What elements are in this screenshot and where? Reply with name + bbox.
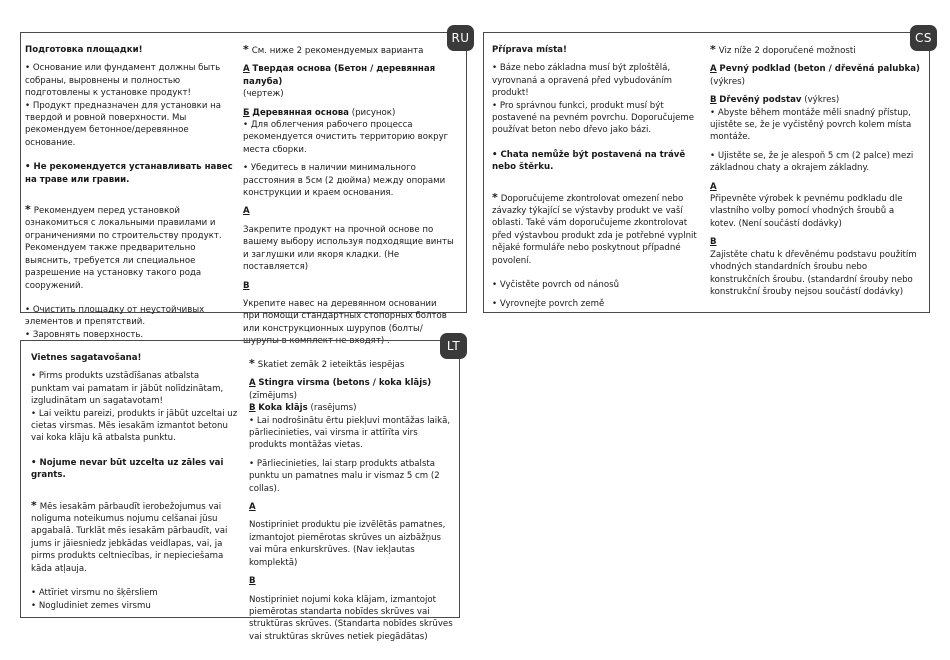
lt-paragraph-2: • Lai veiktu pareizi, produkts ir jābūt uzceltai uz cietas virsmas. Mēs iesakām izmantot betonu vai koka klāju kā atbalsta punktu.: [31, 408, 239, 445]
lt-warning: • Nojume nevar būt uzcelta uz zāles vai grants.: [31, 457, 239, 482]
cs-paragraph-2: • Pro správnou funkci, produkt musí být postavené na pevném povrchu. Doporučujeme používat beton nebo dřevo jako bázi.: [492, 100, 700, 137]
lt-step-b-label: B: [249, 576, 256, 587]
cs-step-a-label: A: [710, 181, 717, 192]
lt-title: Vietnes sagatavošana!: [31, 353, 142, 363]
ru-option-a-sub: (чертеж): [243, 89, 284, 100]
ru-step-b-text: Укрепите навес на деревянном основании при помощи стандартных стопорных болтов или конструкционных шурупов (болты/шурупы в комплект не входят) .: [243, 298, 447, 347]
panel-cs: [483, 32, 930, 313]
ru-option-a: A Твердая основа (Бетон / деревянная палуба): [243, 64, 436, 87]
lt-step-a-label: A: [249, 502, 256, 513]
cs-step-a-text: Připevněte výrobek k pevnému podkladu dle vlastního volby pomocí vhodných šroubů a kotev. (Není součástí dodávky): [710, 194, 903, 229]
ru-warning: • Не рекомендуется устанавливать навес на траве или гравии.: [25, 161, 233, 186]
cs-bullet-1: • Vyčistěte povrch od nánosů: [492, 279, 700, 291]
cs-recommend-1: • Abyste během montáže měli snadný přístup, ujistěte se, že je vyčistěný povrch kolem místa montáže.: [710, 107, 922, 144]
ru-recommend-1: • Для облегчения рабочего процесса рекомендуется очистить территорию вокруг места сборки.: [243, 119, 455, 156]
lt-bullet-1: • Attīriet virsmu no šķērsliem: [31, 587, 239, 599]
ru-bullet-1: • Очистить площадку от неустойчивых элементов и препятствий.: [25, 304, 233, 329]
lt-step-b-text: Nostipriniet nojumi koka klājam, izmantojot piemērotas standarta nobīdes skrūves vai struktūras skrūves. (Standarta nobīdes skrūves vai struktūras skrūves netiek piegādātas): [249, 594, 453, 642]
lt-left-column: [31, 352, 239, 612]
language-badge-ru: RU: [447, 25, 474, 51]
lt-recommend-1: • Lai nodrošinātu ērtu piekļuvi montāžas laikā, pārliecinieties, vai virsma ir attīrīta virs produkts montāžas vietas.: [249, 415, 454, 452]
cs-right-column: [710, 44, 922, 298]
cs-intro: * Viz níže 2 doporučené možnosti: [710, 43, 856, 56]
ru-bullet-2: • Заровнять поверхность.: [25, 329, 233, 341]
lt-paragraph-1: • Pirms produkts uzstādīšanas atbalsta punktam vai pamatam ir jābūt nolīdzinātam, izgludinātam un sagatavotam!: [31, 370, 239, 407]
ru-option-b: Б Деревянная основа (рисунок): [243, 107, 396, 118]
ru-left-column: [25, 44, 233, 341]
ru-intro: * См. ниже 2 рекомендуемых варианта: [243, 43, 424, 56]
language-badge-lt: LT: [440, 333, 467, 359]
asterisk-icon: *: [31, 498, 37, 512]
ru-title: Подготовка площадки!: [25, 45, 143, 55]
asterisk-icon: *: [25, 203, 31, 217]
cs-step-b-text: Zajistěte chatu k dřevěnému podstavu použitím vhodných standardních šroubu nebo konstrukčních šroubu. (standardní šrouby nebo konstrukční šrouby nejsou součástí dodávky): [710, 249, 917, 297]
cs-bullet-2: • Vyrovnejte povrch země: [492, 298, 700, 310]
lt-right-column: [249, 358, 454, 643]
panel-lt: [20, 339, 461, 642]
cs-option-a-sub: (výkres): [710, 76, 745, 87]
cs-title: Příprava místa!: [492, 45, 567, 55]
ru-paragraph-2: • Продукт предназначен для установки на твердой и ровной поверхности. Мы рекомендуем бетонное/деревянное основание.: [25, 100, 233, 150]
cs-left-column: [492, 44, 700, 310]
ru-recommend-2: • Убедитесь в наличии минимального расстояния в 5см (2 дюйма) между опорами конструкции и краем основания.: [243, 162, 455, 199]
ru-step-a-text: Закрепите продукт на прочной основе по вашему выбору используя подходящие винты и заглушки или якоря кладки. (Не поставляется): [243, 224, 454, 273]
ru-step-b-label: B: [243, 280, 250, 291]
cs-note: * Doporučujeme zkontrolovat omezení nebo závazky týkající se výstavby produkt ve vaší oblasti. Také vám doporučujeme zkontrolovat před výstavbou produkt zda je potřebné vyplnit nějaké formuláře nebo poskytnout případné povolení.: [492, 190, 697, 266]
lt-recommend-2: • Pārliecinieties, lai starp produkts atbalsta punktu un pamatnes malu ir vismaz 5 cm (2 collas).: [249, 458, 454, 495]
cs-paragraph-1: • Báze nebo základna musí být zploštělá, vyrovnaná a opravená před vybudováním produkt!: [492, 62, 700, 99]
cs-option-b: B Dřevěný podstav (výkres): [710, 95, 840, 106]
cs-warning: • Chata nemůže být postavená na trávě nebo štěrku.: [492, 149, 700, 174]
lt-step-a-text: Nostipriniet produktu pie izvēlētās pamatnes, izmantojot piemērotas skrūves un aizbāžņus vai mūra enkurskrūves. (Nav iekļautas komplektā): [249, 520, 446, 568]
cs-option-a: A Pevný podklad (beton / dřevěná palubka): [710, 64, 920, 75]
ru-step-a-label: A: [243, 206, 250, 217]
cs-step-b-label: B: [710, 237, 717, 248]
lt-intro: * Skatiet zemāk 2 ieteiktās iespējas: [249, 357, 405, 370]
ru-paragraph-1: • Основание или фундамент должны быть собраны, выровнены и полностью подготовлены к установке продукт!: [25, 62, 233, 99]
ru-right-column: [243, 44, 455, 348]
asterisk-icon: *: [710, 43, 716, 56]
ru-note: * Рекомендуем перед установкой ознакомиться с локальными правилами и ограничениями по строительству продукт. Рекомендуем также предварительно выяснить, требуется ли специальное разрешение на установку такого рода сооружений.: [25, 203, 222, 291]
asterisk-icon: *: [249, 357, 255, 370]
cs-recommend-2: • Ujistěte se, že je alespoň 5 cm (2 palce) mezi základnou chaty a okrajem základny.: [710, 150, 922, 175]
language-badge-cs: CS: [910, 25, 937, 51]
asterisk-icon: *: [243, 43, 249, 56]
lt-note: * Mēs iesakām pārbaudīt ierobežojumus vai noliguma noteikumus nojumu celšanai jūsu apgabalā. Turklāt mēs iesakām pārbaudīt, vai jums ir jāiesniedz jebkādas veidlapas, vai, ja pirms produkts celtniecības, ir nepieciešama kāda atļauja.: [31, 498, 228, 574]
asterisk-icon: *: [492, 190, 498, 204]
lt-option-a: A Stingra virsma (betons / koka klājs) (zīmējums): [249, 378, 432, 401]
lt-option-b: B Koka klājs (rasējums): [249, 403, 357, 414]
lt-bullet-2: • Nogludiniet zemes virsmu: [31, 600, 239, 612]
